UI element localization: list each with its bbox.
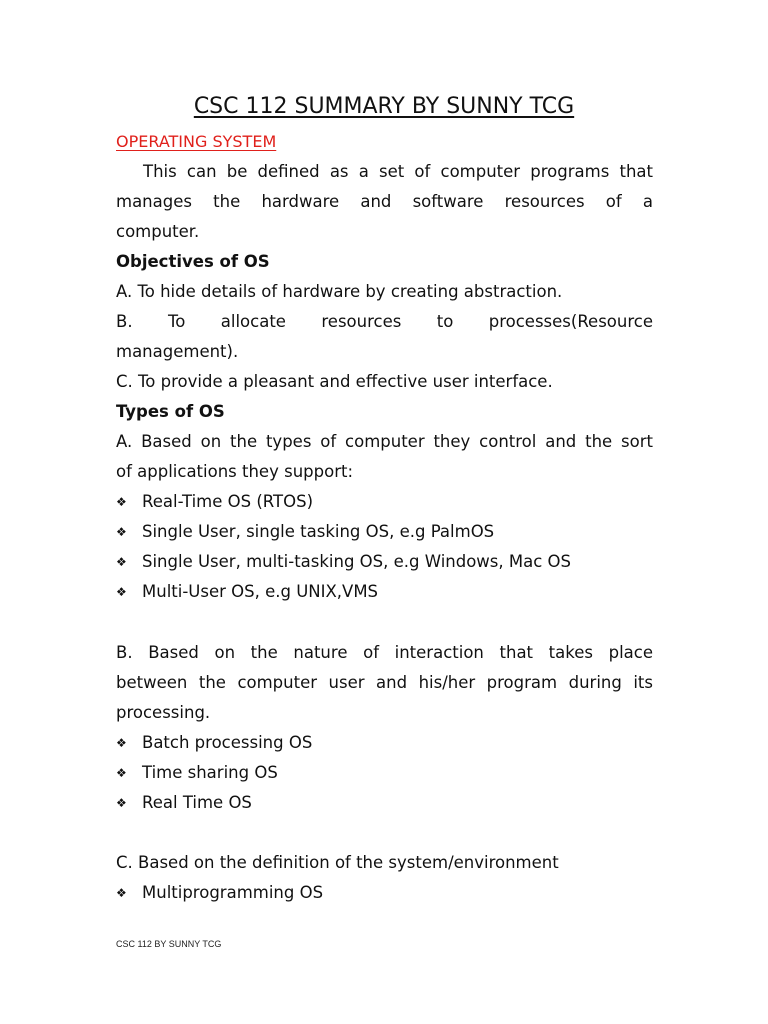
section-heading-operating-system: OPERATING SYSTEM xyxy=(116,132,277,151)
definition-line: computer. xyxy=(116,222,200,241)
list-item-label: Multi-User OS, e.g UNIX,VMS xyxy=(142,582,379,601)
types-c-line: C. Based on the definition of the system/environment xyxy=(116,853,559,872)
objective-item: A. To hide details of hardware by creating abstraction. xyxy=(116,282,563,301)
diamond-bullet-icon: ❖ xyxy=(116,525,127,539)
list-item xyxy=(116,547,571,577)
types-a-line: A. Based on the types of computer they control and the sort xyxy=(116,432,653,451)
diamond-bullet-icon: ❖ xyxy=(116,766,127,780)
list-item-label: Time sharing OS xyxy=(142,763,278,782)
list-item-label: Single User, multi-tasking OS, e.g Windows, Mac OS xyxy=(142,552,572,571)
list-item xyxy=(116,788,252,818)
types-a-line: of applications they support: xyxy=(116,462,354,481)
definition-line: manages the hardware and software resources of a xyxy=(116,192,653,211)
list-item-label: Real-Time OS (RTOS) xyxy=(142,492,314,511)
document-title: CSC 112 SUMMARY BY SUNNY TCG xyxy=(193,94,575,119)
types-b-line: between the computer user and his/her program during its xyxy=(116,673,653,692)
types-heading: Types of OS xyxy=(116,402,225,421)
list-item xyxy=(116,577,378,607)
page-footer: CSC 112 BY SUNNY TCG xyxy=(116,939,222,949)
diamond-bullet-icon: ❖ xyxy=(116,796,127,810)
objective-item: C. To provide a pleasant and effective user interface. xyxy=(116,372,553,391)
list-item-label: Single User, single tasking OS, e.g PalmOS xyxy=(142,522,495,541)
definition-line: This can be defined as a set of computer programs that xyxy=(143,162,653,181)
list-item-label: Real Time OS xyxy=(142,793,252,812)
list-item xyxy=(116,728,312,758)
types-b-line: processing. xyxy=(116,703,211,722)
types-b-line: B. Based on the nature of interaction that takes place xyxy=(116,643,653,662)
objective-item: management). xyxy=(116,342,239,361)
list-item xyxy=(116,758,278,788)
objectives-heading: Objectives of OS xyxy=(116,252,270,271)
objective-item: B. To allocate resources to processes(Resource xyxy=(116,312,653,331)
diamond-bullet-icon: ❖ xyxy=(116,555,127,569)
diamond-bullet-icon: ❖ xyxy=(116,736,127,750)
list-item-label: Batch processing OS xyxy=(142,733,313,752)
list-item xyxy=(116,517,494,547)
diamond-bullet-icon: ❖ xyxy=(116,495,127,509)
diamond-bullet-icon: ❖ xyxy=(116,886,127,900)
list-item xyxy=(116,878,323,908)
list-item xyxy=(116,487,313,517)
diamond-bullet-icon: ❖ xyxy=(116,585,127,599)
list-item-label: Multiprogramming OS xyxy=(142,883,324,902)
